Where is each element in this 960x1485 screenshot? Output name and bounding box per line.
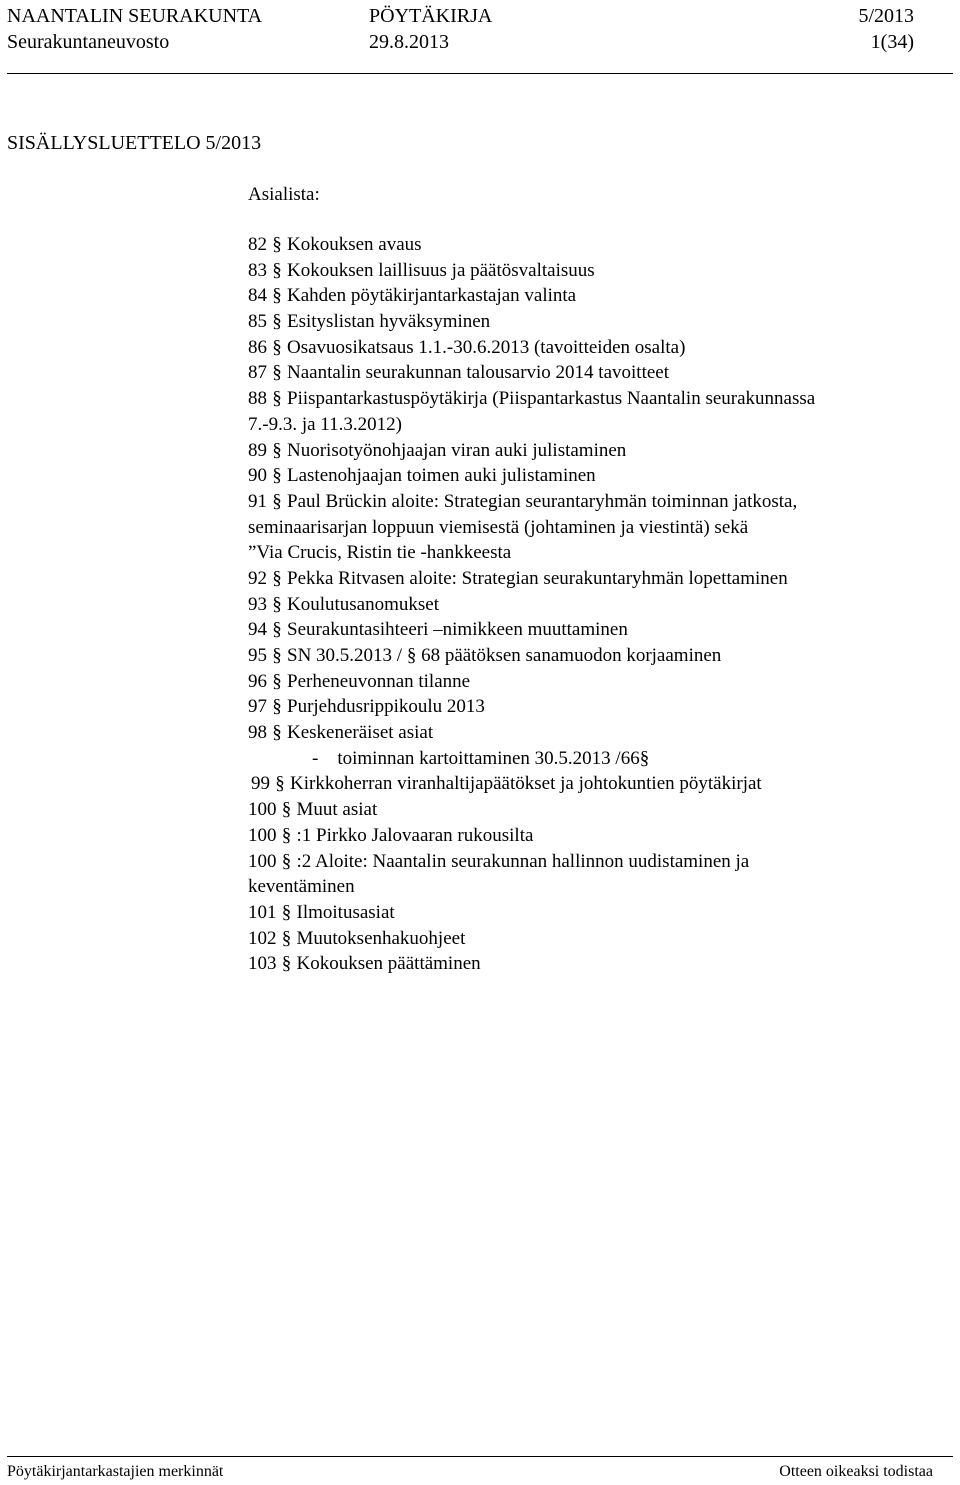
agenda-item-number: 84 [248,285,267,307]
agenda-item [248,643,948,669]
document-number: 5/2013 [858,5,914,27]
section-sign: § [281,850,292,872]
section-sign: § [272,311,282,333]
agenda-item-number: 100 [248,799,277,821]
governing-body: Seurakuntaneuvosto [7,31,170,53]
agenda-item-text: Kahden pöytäkirjantarkastajan valinta [287,285,577,307]
agenda-label: Asialista: [248,184,320,205]
agenda-item [248,797,948,823]
agenda-item [248,360,948,386]
agenda-item [248,309,948,335]
agenda-item-text: Lastenohjaajan toimen auki julistaminen [287,465,596,487]
agenda-item [248,926,948,952]
section-sign: § [272,696,282,718]
section-sign: § [281,953,292,975]
agenda-item-number: 102 [248,927,277,949]
agenda-item [248,489,948,515]
agenda-item [248,232,948,258]
section-sign: § [272,722,282,744]
agenda-item-text: Naantalin seurakunnan talousarvio 2014 tavoitteet [287,362,669,384]
agenda-item-text: Kokouksen laillisuus ja päätösvaltaisuus [287,259,595,281]
agenda-item [248,283,948,309]
agenda-item-number: 95 [248,645,267,666]
section-sign: § [281,799,292,821]
agenda-item-number: 97 [248,696,267,718]
meeting-date: 29.8.2013 [369,31,449,53]
agenda-item-number: 85 [248,311,267,333]
agenda-item [248,694,948,720]
agenda-item [248,849,948,875]
section-sign: § [272,465,282,487]
agenda-item [248,438,948,464]
agenda-item [248,900,948,926]
page-number: 1(34) [870,31,914,53]
agenda-item-text: Kirkkoherran viranhaltijapäätökset ja johtokuntien pöytäkirjat [290,773,762,795]
footer-right-label: Otteen oikeaksi todistaa [779,1463,933,1480]
agenda-item-number: 90 [248,465,267,487]
agenda-item [248,823,948,849]
agenda-item-number: 82 [248,234,267,255]
document-type: PÖYTÄKIRJA [369,5,493,27]
agenda-item [248,617,948,643]
agenda-item [248,412,948,438]
agenda-item-text: Kokouksen avaus [287,234,422,255]
agenda-item [248,592,948,618]
footer-rule [7,1456,953,1457]
agenda-item-text: :2 Aloite: Naantalin seurakunnan hallinnon uudistaminen ja [296,850,750,872]
section-sign: § [272,388,282,410]
section-sign: § [281,901,292,923]
agenda-item-text: Ilmoitusasiat [296,901,395,923]
agenda-item [248,515,948,541]
section-sign: § [272,259,282,281]
agenda-item-number: 100 [248,824,277,846]
agenda-item-text: :1 Pirkko Jalovaaran rukousilta [296,824,534,846]
agenda-item-text: Muut asiat [296,799,378,821]
section-sign: § [281,927,292,949]
agenda-item-number: 86 [248,336,267,358]
agenda-item [248,720,948,746]
agenda-item-text: Nuorisotyönohjaajan viran auki julistaminen [287,439,627,461]
agenda-item-number: 93 [248,593,267,615]
agenda-item-number: 87 [248,362,267,384]
agenda-item-number: 83 [248,259,267,281]
agenda-item [248,463,948,489]
section-sign: § [281,824,292,846]
agenda-item-number: 99 [251,773,270,795]
agenda-item [248,746,948,772]
agenda-item [248,566,948,592]
agenda-item-number: 101 [248,901,277,923]
agenda-item-text: Seurakuntasihteeri –nimikkeen muuttaminen [287,619,628,641]
agenda-item [248,669,948,695]
agenda-item-text: Pekka Ritvasen aloite: Strategian seurakuntaryhmän lopettaminen [287,567,788,589]
section-sign: § [272,645,282,666]
agenda-item-text: keventäminen [248,876,355,898]
agenda-item-text: Paul Brückin aloite: Strategian seurantaryhmän toiminnan jatkosta, [287,490,798,512]
agenda-item [248,771,948,797]
section-sign: § [272,285,282,307]
section-sign: § [272,234,282,255]
agenda-item-number: 88 [248,388,267,410]
agenda-item-text: SN 30.5.2013 / § 68 päätöksen sanamuodon korjaaminen [287,645,722,666]
agenda-item-text: Kokouksen päättäminen [296,953,481,975]
section-sign: § [272,439,282,461]
agenda-item-text: Purjehdusrippikoulu 2013 [287,696,485,718]
agenda-item-text: Osavuosikatsaus 1.1.-30.6.2013 (tavoitteiden osalta) [287,336,686,358]
header-rule [7,73,953,74]
agenda-item-text: Keskeneräiset asiat [287,722,434,744]
agenda-item-text: Perheneuvonnan tilanne [287,670,471,692]
agenda-item [248,874,948,900]
agenda-item-number: 96 [248,670,267,692]
agenda-item-number: 98 [248,722,267,744]
agenda-item [248,951,948,977]
section-sign: § [272,362,282,384]
agenda-item-number: 103 [248,953,277,975]
agenda-item-number: 91 [248,490,267,512]
section-sign: § [272,593,282,615]
agenda-item [248,258,948,284]
page-title: SISÄLLYSLUETTELO 5/2013 [7,132,262,154]
section-sign: § [272,670,282,692]
agenda-list [248,232,948,977]
section-sign: § [275,773,285,795]
agenda-item-number: 94 [248,619,267,641]
agenda-item-number: 100 [248,850,277,872]
agenda-item [248,540,948,566]
agenda-item-text: Muutoksenhakuohjeet [296,927,466,949]
section-sign: § [272,490,282,512]
agenda-item [248,386,948,412]
agenda-item-number: 89 [248,439,267,461]
agenda-item-text: seminaarisarjan loppuun viemisestä (johtaminen ja viestintä) sekä [248,516,749,538]
section-sign: § [272,619,282,641]
agenda-item-number: 92 [248,567,267,589]
section-sign: § [272,567,282,589]
agenda-item-text: Koulutusanomukset [287,593,439,615]
agenda-item [248,335,948,361]
section-sign: § [272,336,282,358]
agenda-item-text: Esityslistan hyväksyminen [287,311,491,333]
agenda-item-text: ”Via Crucis, Ristin tie -hankkeesta [248,542,512,564]
agenda-item-text: Piispantarkastuspöytäkirja (Piispantarkastus Naantalin seurakunnassa [287,388,816,410]
footer-left-label: Pöytäkirjantarkastajien merkinnät [7,1463,224,1480]
agenda-item-text: 7.-9.3. ja 11.3.2012) [248,413,402,435]
organization-name: NAANTALIN SEURAKUNTA [7,5,263,27]
agenda-item-text: - toiminnan kartoittaminen 30.5.2013 /66§ [312,747,650,769]
